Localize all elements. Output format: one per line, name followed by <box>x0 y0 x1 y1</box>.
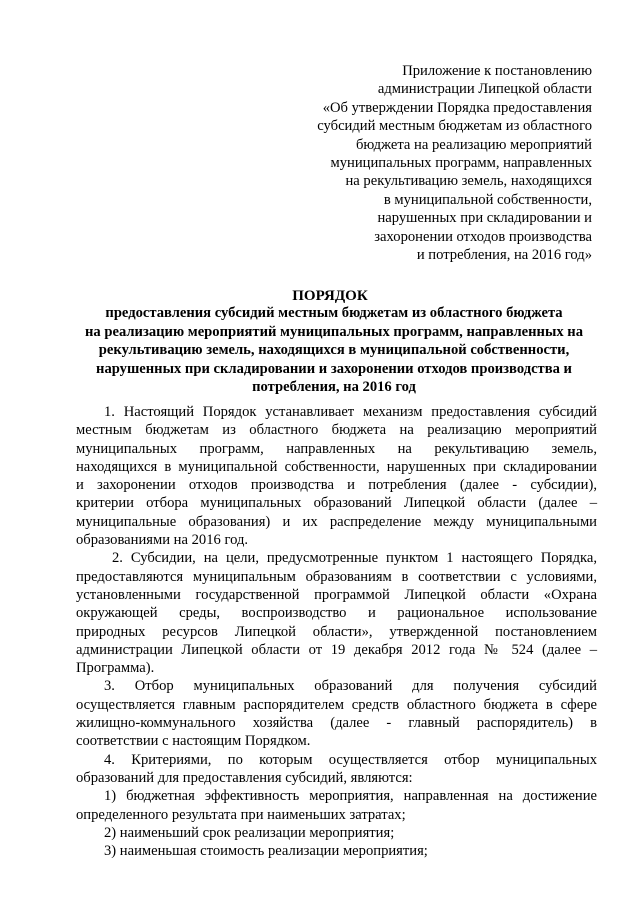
paragraph-line: и захоронении отходов производства и потребления (далее - субсидии), <box>76 477 597 494</box>
appendix-line: муниципальных программ, направленных <box>330 155 592 172</box>
appendix-header <box>300 62 592 264</box>
paragraph-line: природных ресурсов Липецкой области», утвержденной постановлением <box>76 623 597 640</box>
document-body <box>76 403 597 860</box>
appendix-line: на рекультивацию земель, находящихся <box>345 173 592 190</box>
paragraph-line: 1. Настоящий Порядок устанавливает механизм предоставления субсидий <box>104 404 597 420</box>
paragraph-line: образованиями на 2016 год. <box>76 532 249 549</box>
paragraph-4 <box>76 751 597 788</box>
paragraph-line: 3) наименьшая стоимость реализации мероприятия; <box>104 843 428 860</box>
paragraph-2 <box>76 549 597 677</box>
paragraph-line: осуществляется главным распорядителем средств областного бюджета в сфере <box>76 696 597 713</box>
paragraph-line: установленными государственной программой Липецкой области «Охрана <box>76 586 597 603</box>
subtitle-line: нарушенных при складировании и захоронении отходов производства и <box>96 360 572 377</box>
paragraph-1 <box>76 403 597 549</box>
list-item-3 <box>76 842 597 860</box>
paragraph-line: определенного результата при наименьших затратах; <box>76 806 406 823</box>
paragraph-line: местным бюджетам из областного бюджета на реализацию мероприятий <box>76 422 597 439</box>
appendix-line: в муниципальной собственности, <box>383 191 592 208</box>
subtitle-line: рекультивацию земель, находящихся в муниципальной собственности, <box>98 342 570 359</box>
paragraph-line: муниципальные образования) и их распределение между муниципальными <box>76 513 597 530</box>
appendix-line: захоронении отходов производства <box>374 228 592 245</box>
appendix-line: Приложение к постановлению <box>402 63 592 79</box>
paragraph-3 <box>76 677 597 750</box>
subtitle-line: потребления, на 2016 год <box>252 379 416 396</box>
paragraph-line: муниципальных программ, направленных на рекультивацию земель, <box>76 440 597 457</box>
paragraph-line: 4. Критериями, по которым осуществляется отбор муниципальных <box>104 751 597 768</box>
appendix-line: субсидий местным бюджетам из областного <box>317 118 592 135</box>
subtitle-line: предоставления субсидий местным бюджетам из областного бюджета <box>105 305 563 321</box>
paragraph-line: 2. Субсидии, на цели, предусмотренные пунктом 1 настоящего Порядка, <box>112 550 597 567</box>
paragraph-line: образований для предоставления субсидий, являются: <box>76 769 413 786</box>
paragraph-line: критерии отбора муниципальных образований Липецкой области (далее – <box>76 495 597 512</box>
paragraph-line: соответствии с настоящим Порядком. <box>76 733 311 750</box>
appendix-line: бюджета на реализацию мероприятий <box>356 136 592 153</box>
paragraph-line: жилищно-коммунального хозяйства (далее - главный распорядитель) в <box>76 715 597 732</box>
appendix-line: «Об утверждении Порядка предоставления <box>322 99 592 116</box>
document-title: ПОРЯДОК <box>292 288 368 304</box>
list-item-1 <box>76 787 597 824</box>
paragraph-line: администрации Липецкой области от 19 декабря 2012 года № 524 (далее – <box>76 641 597 658</box>
appendix-line: администрации Липецкой области <box>377 81 592 98</box>
paragraph-line: Программа). <box>76 660 155 677</box>
paragraph-line: находящихся в муниципальной собственности, нарушенных при складировании <box>76 458 597 475</box>
appendix-line: нарушенных при складировании и <box>377 210 592 227</box>
paragraph-line: окружающей среды, воспроизводство и рациональное использование <box>76 605 597 622</box>
paragraph-line: 3. Отбор муниципальных образований для получения субсидий <box>104 678 597 695</box>
subtitle-line: на реализацию мероприятий муниципальных программ, направленных на <box>85 323 583 340</box>
document-subtitle <box>64 304 604 397</box>
paragraph-line: 1) бюджетная эффективность мероприятия, направленная на достижение <box>104 788 597 805</box>
list-item-2 <box>76 824 597 842</box>
appendix-line: и потребления, на 2016 год» <box>416 247 592 264</box>
paragraph-line: предоставляются муниципальным образованиям в соответствии с условиями, <box>76 568 597 585</box>
paragraph-line: 2) наименьший срок реализации мероприятия; <box>104 824 395 841</box>
